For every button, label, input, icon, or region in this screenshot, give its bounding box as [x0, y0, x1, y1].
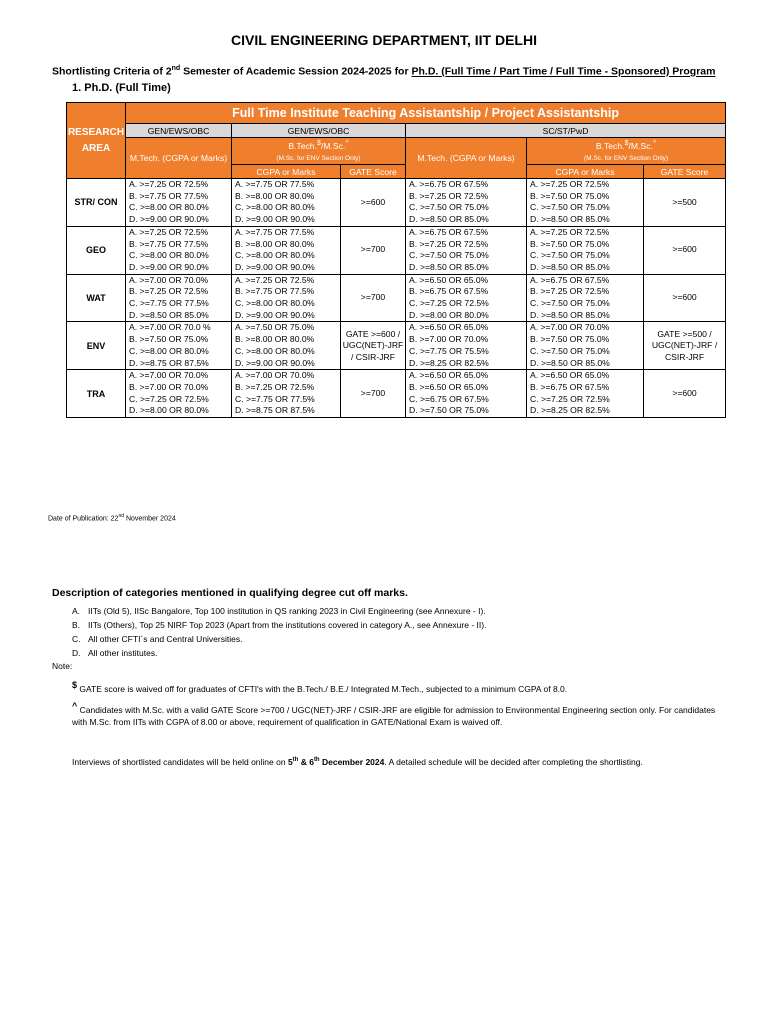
gen-gate-cell: >=700	[341, 370, 406, 418]
sc-mtech-cell: A. >=6.50 OR 65.0% B. >=7.00 OR 70.0% C. >=7.75 OR 75.5% D. >=8.25 OR 82.5%	[406, 322, 527, 370]
note-label: Note:	[52, 661, 73, 671]
section-heading: 1. Ph.D. (Full Time)	[72, 82, 171, 94]
research-area-cell: WAT	[67, 274, 126, 322]
sc-gate-cell: >=600	[644, 370, 726, 418]
category-item: C. All other CFTI`s and Central Universities.	[72, 634, 243, 644]
gen-btech-cell: A. >=7.00 OR 70.0% B. >=7.25 OR 72.5% C. >=7.75 OR 77.5% D. >=8.75 OR 87.5%	[232, 370, 341, 418]
research-area-cell: GEO	[67, 226, 126, 274]
col-gen-mtech-header: GEN/EWS/OBC	[126, 124, 232, 138]
table-row	[67, 274, 726, 322]
gen-btech-cell: A. >=7.75 OR 77.5% B. >=8.00 OR 80.0% C. >=8.00 OR 80.0% D. >=9.00 OR 90.0%	[232, 226, 341, 274]
gen-mtech-cell: A. >=7.00 OR 70.0 % B. >=7.50 OR 75.0% C. >=8.00 OR 80.0% D. >=8.75 OR 87.5%	[126, 322, 232, 370]
document-subtitle: Shortlisting Criteria of 2nd Semester of Academic Session 2024-2025 for Ph.D. (Full Time / Part Time / Full Time - Sponsored) Program	[52, 65, 716, 78]
btech-header: B.Tech.$/M.Sc.^ (M.Sc. for ENV Section Only)	[232, 138, 406, 165]
mtech-header: M.Tech. (CGPA or Marks)	[126, 138, 232, 179]
criteria-table	[66, 102, 726, 418]
category-item: D. All other institutes.	[72, 648, 158, 658]
sc-gate-cell: GATE >=500 / UGC(NET)-JRF / CSIR-JRF	[644, 322, 726, 370]
sc-btech-cell: A. >=6.75 OR 67.5% B. >=7.25 OR 72.5% C. >=7.50 OR 75.0% D. >=8.50 OR 85.0%	[527, 274, 644, 322]
table-row	[67, 322, 726, 370]
gen-btech-cell: A. >=7.50 OR 75.0% B. >=8.00 OR 80.0% C. >=8.00 OR 80.0% D. >=9.00 OR 90.0%	[232, 322, 341, 370]
sc-btech-cell: A. >=6.50 OR 65.0% B. >=6.75 OR 67.5% C. >=7.25 OR 72.5% D. >=8.25 OR 82.5%	[527, 370, 644, 418]
gen-mtech-cell: A. >=7.25 OR 72.5% B. >=7.75 OR 77.5% C. >=8.00 OR 80.0% D. >=9.00 OR 90.0%	[126, 226, 232, 274]
research-area-cell: ENV	[67, 322, 126, 370]
gen-mtech-cell: A. >=7.25 OR 72.5% B. >=7.75 OR 77.5% C. >=8.00 OR 80.0% D. >=9.00 OR 90.0%	[126, 179, 232, 227]
table-row	[67, 370, 726, 418]
sc-btech-cell: A. >=7.00 OR 70.0% B. >=7.50 OR 75.0% C. >=7.50 OR 75.0% D. >=8.50 OR 85.0%	[527, 322, 644, 370]
research-area-cell: STR/ CON	[67, 179, 126, 227]
table-row	[67, 226, 726, 274]
description-title: Description of categories mentioned in qualifying degree cut off marks.	[52, 587, 408, 599]
sc-mtech-cell: A. >=6.75 OR 67.5% B. >=7.25 OR 72.5% C. >=7.50 OR 75.0% D. >=8.50 OR 85.0%	[406, 179, 527, 227]
sc-btech-cell: A. >=7.25 OR 72.5% B. >=7.50 OR 75.0% C. >=7.50 OR 75.0% D. >=8.50 OR 85.0%	[527, 226, 644, 274]
note-msc-eligibility: ^ Candidates with M.Sc. with a valid GATE Score >=700 / UGC(NET)-JRF / CSIR-JRF are eligible for admission to Environmental Engineering section only. For candidates with M.Sc. from IITs with CGPA of 8.00 or above, requirement of qualification in GATE/National Exam is waived off.	[72, 701, 716, 727]
gen-gate-subheader: GATE Score	[341, 165, 406, 179]
gen-btech-cell: A. >=7.25 OR 72.5% B. >=7.75 OR 77.5% C. >=8.00 OR 80.0% D. >=9.00 OR 90.0%	[232, 274, 341, 322]
gen-mtech-cell: A. >=7.00 OR 70.0% B. >=7.00 OR 70.0% C. >=7.25 OR 72.5% D. >=8.00 OR 80.0%	[126, 370, 232, 418]
gen-gate-cell: >=600	[341, 179, 406, 227]
gen-gate-cell: GATE >=600 / UGC(NET)-JRF / CSIR-JRF	[341, 322, 406, 370]
gen-gate-cell: >=700	[341, 226, 406, 274]
gen-mtech-cell: A. >=7.00 OR 70.0% B. >=7.25 OR 72.5% C. >=7.75 OR 77.5% D. >=8.50 OR 85.0%	[126, 274, 232, 322]
gen-btech-cell: A. >=7.75 OR 77.5% B. >=8.00 OR 80.0% C. >=8.00 OR 80.0% D. >=9.00 OR 90.0%	[232, 179, 341, 227]
category-item: A. IITs (Old 5), IISc Bangalore, Top 100 institution in QS ranking 2023 in Civil Engineering (see Annexure - I).	[72, 606, 486, 616]
gen-cgpa-subheader: CGPA or Marks	[232, 165, 341, 179]
gen-gate-cell: >=700	[341, 274, 406, 322]
category-item: B. IITs (Others), Top 25 NIRF Top 2023 (Apart from the institutions covered in category A., see Annexure - II).	[72, 620, 487, 630]
sc-gate-subheader: GATE Score	[644, 165, 726, 179]
sc-gate-cell: >=500	[644, 179, 726, 227]
col-sc-header: SC/ST/PwD	[406, 124, 726, 138]
sc-gate-cell: >=600	[644, 274, 726, 322]
sc-mtech-header: M.Tech. (CGPA or Marks)	[406, 138, 527, 179]
table-row	[67, 179, 726, 227]
sc-mtech-cell: A. >=6.50 OR 65.0% B. >=6.50 OR 65.0% C. >=6.75 OR 67.5% D. >=7.50 OR 75.0%	[406, 370, 527, 418]
col-gen-btech-header: GEN/EWS/OBC	[232, 124, 406, 138]
sc-btech-cell: A. >=7.25 OR 72.5% B. >=7.50 OR 75.0% C. >=7.50 OR 75.0% D. >=8.50 OR 85.0%	[527, 179, 644, 227]
sc-cgpa-subheader: CGPA or Marks	[527, 165, 644, 179]
sc-btech-header: B.Tech.$/M.Sc.^ (M.Sc. for ENV Section Only)	[527, 138, 726, 165]
table-banner: Full Time Institute Teaching Assistantship / Project Assistantship	[126, 103, 726, 124]
sc-mtech-cell: A. >=6.50 OR 65.0% B. >=6.75 OR 67.5% C. >=7.25 OR 72.5% D. >=8.00 OR 80.0%	[406, 274, 527, 322]
publication-date: Date of Publication: 22nd November 2024	[48, 513, 176, 523]
sc-gate-cell: >=600	[644, 226, 726, 274]
note-gate-waiver: $ GATE score is waived off for graduates of CFTI's with the B.Tech./ B.E./ Integrated M.Tech., subjected to a minimum CGPA of 8.0.	[72, 680, 568, 694]
research-area-cell: TRA	[67, 370, 126, 418]
interview-notice: Interviews of shortlisted candidates will be held online on 5th & 6th December 2024. A detailed schedule will be decided after completing the shortlisting.	[72, 756, 643, 767]
document-title: CIVIL ENGINEERING DEPARTMENT, IIT DELHI	[231, 32, 537, 48]
research-area-header: RESEARCH AREA	[67, 103, 126, 179]
program-link-text: Ph.D. (Full Time / Part Time / Full Time - Sponsored) Program	[411, 65, 716, 78]
sc-mtech-cell: A. >=6.75 OR 67.5% B. >=7.25 OR 72.5% C. >=7.50 OR 75.0% D. >=8.50 OR 85.0%	[406, 226, 527, 274]
